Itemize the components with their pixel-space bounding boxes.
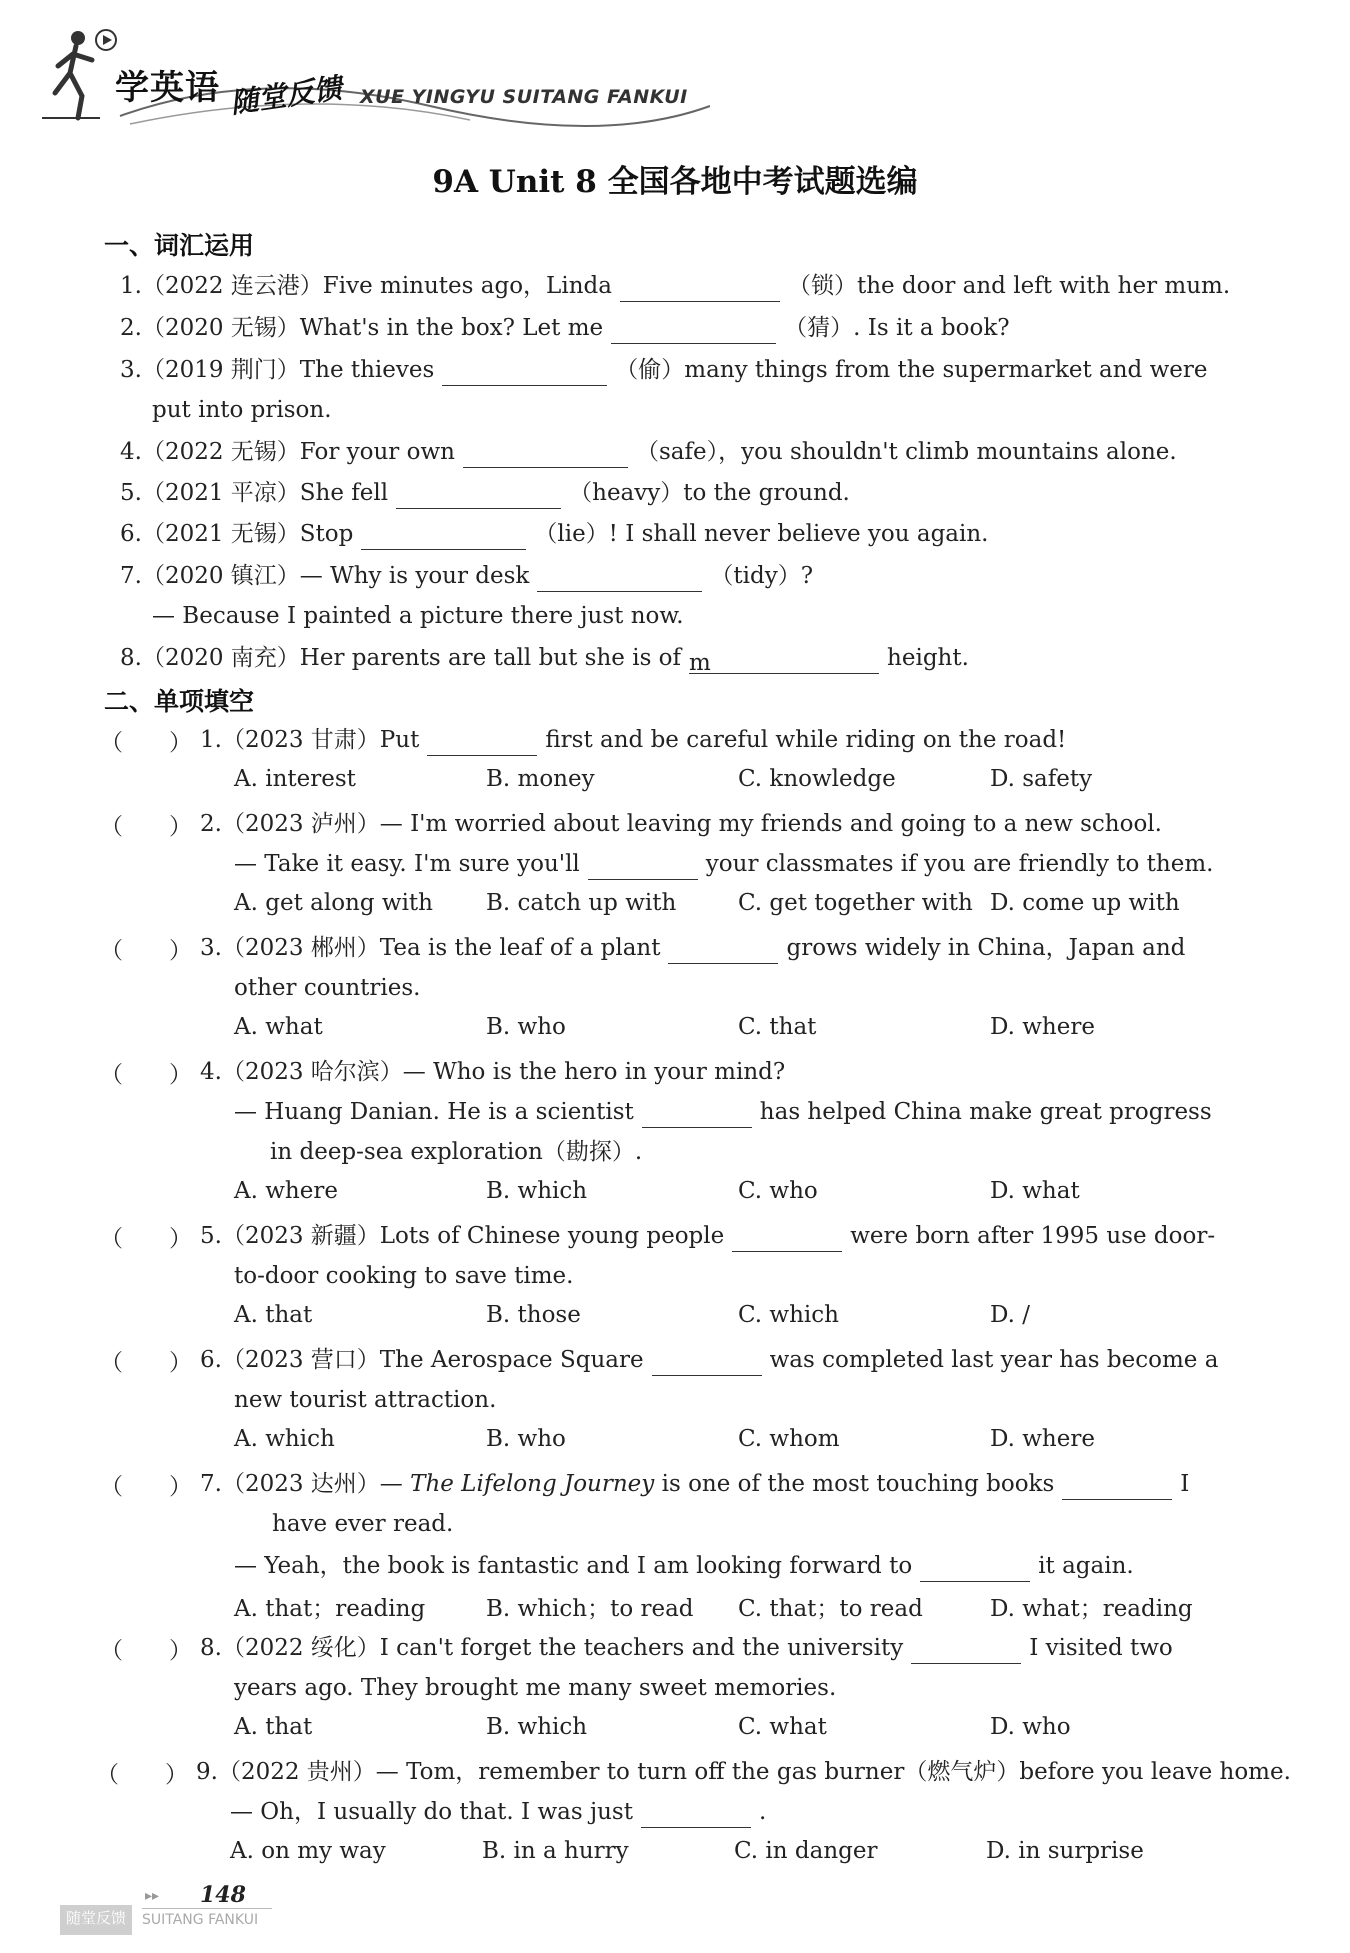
vocab-item-7-cont: — Because I painted a picture there just now. [152,603,684,629]
answer-paren[interactable]: （ ） [100,1226,192,1252]
option-c[interactable]: C. that [738,1014,817,1040]
option-b[interactable]: B. which [486,1178,588,1204]
option-b[interactable]: B. money [486,766,595,792]
answer-paren[interactable]: （ ） [100,1350,192,1376]
answer-blank [1062,1473,1172,1500]
option-d[interactable]: D. what [990,1178,1080,1204]
option-a[interactable]: A. which [234,1426,335,1452]
mc-question-7: 7.（2023 达州）— The Lifelong Journey is one of the most touching books I [200,1468,1189,1500]
vocab-item-7: 7.（2020 镇江）— Why is your desk （tidy）? [120,560,813,592]
vocab-item-3: 3.（2019 荆门）The thieves （偷）many things from the supermarket and were [120,354,1207,386]
mc-question-7-reply: — Yeah，the book is fantastic and I am looking forward to it again. [234,1550,1134,1582]
mc-question-2: 2.（2023 泸州）— I'm worried about leaving my friends and going to a new school. [200,811,1162,837]
mc-question-3: 3.（2023 郴州）Tea is the leaf of a plant grows widely in China，Japan and [200,932,1185,964]
brand-english: XUE YINGYU SUITANG FANKUI [360,86,688,108]
option-b[interactable]: B. those [486,1302,581,1328]
answer-blank [642,1101,752,1128]
option-c[interactable]: C. who [738,1178,818,1204]
option-a[interactable]: A. interest [234,766,356,792]
runner-logo-icon [40,18,120,128]
option-b[interactable]: B. catch up with [486,890,677,916]
answer-paren[interactable]: （ ） [100,730,192,756]
brand-title: 学英语 [115,68,220,108]
answer-blank [652,1349,762,1376]
answer-blank [732,1225,842,1252]
mc-question-4-cont: in deep-sea exploration（勘探）. [270,1139,643,1165]
answer-blank[interactable] [463,441,628,468]
option-a[interactable]: A. on my way [230,1838,386,1864]
option-a[interactable]: A. that；reading [234,1596,426,1622]
option-b[interactable]: B. who [486,1014,566,1040]
option-b[interactable]: B. in a hurry [482,1838,629,1864]
answer-blank[interactable] [361,523,526,550]
vocab-item-6: 6.（2021 无锡）Stop （lie）! I shall never believe you again. [120,518,989,550]
answer-blank [641,1801,751,1828]
mc-question-5: 5.（2023 新疆）Lots of Chinese young people were born after 1995 use door- [200,1220,1215,1252]
mc-question-6: 6.（2023 营口）The Aerospace Square was completed last year has become a [200,1344,1218,1376]
answer-paren[interactable]: （ ） [100,938,192,964]
answer-blank [588,853,698,880]
option-d[interactable]: D. safety [990,766,1093,792]
answer-blank[interactable] [396,482,561,509]
vocab-item-4: 4.（2022 无锡）For your own （safe），you shouldn't climb mountains alone. [120,436,1177,468]
mc-question-4-reply: — Huang Danian. He is a scientist has helped China make great progress [234,1096,1212,1128]
answer-blank [920,1555,1030,1582]
option-b[interactable]: B. which；to read [486,1596,694,1622]
answer-paren[interactable]: （ ） [100,1062,192,1088]
answer-blank[interactable]: m [689,647,879,674]
answer-paren[interactable]: （ ） [100,1474,192,1500]
section2-heading: 二、单项填空 [104,687,255,716]
answer-paren[interactable]: （ ） [100,814,192,840]
mc-question-6-cont: new tourist attraction. [234,1387,497,1413]
answer-paren[interactable]: （ ） [96,1762,188,1788]
mc-question-9: 9.（2022 贵州）— Tom，remember to turn off the gas burner（燃气炉）before you leave home. [196,1759,1291,1785]
double-arrow-icon: ▸▸ [145,1888,160,1904]
footer-tag: 随堂反馈 [60,1905,132,1935]
option-d[interactable]: D. who [990,1714,1071,1740]
mc-question-7-cont: have ever read. [272,1511,454,1537]
option-c[interactable]: C. in danger [734,1838,878,1864]
option-a[interactable]: A. that [234,1302,313,1328]
option-d[interactable]: D. come up with [990,890,1180,916]
section1-heading: 一、词汇运用 [104,231,255,260]
mc-question-3-cont: other countries. [234,975,421,1001]
footer-divider [142,1908,272,1909]
option-c[interactable]: C. knowledge [738,766,896,792]
option-c[interactable]: C. that；to read [738,1596,923,1622]
vocab-item-5: 5.（2021 平凉）She fell （heavy）to the ground. [120,477,850,509]
page-header [40,18,740,128]
answer-blank[interactable] [611,317,776,344]
page-number: 148 [200,1882,246,1908]
option-d[interactable]: D. where [990,1426,1095,1452]
option-c[interactable]: C. what [738,1714,827,1740]
option-b[interactable]: B. which [486,1714,588,1740]
answer-blank[interactable] [537,565,702,592]
option-d[interactable]: D. in surprise [986,1838,1144,1864]
brand-subtitle: 随堂反馈 [228,71,344,120]
option-d[interactable]: D. where [990,1014,1095,1040]
vocab-item-1: 1.（2022 连云港）Five minutes ago，Linda （锁）the door and left with her mum. [120,270,1230,302]
option-b[interactable]: B. who [486,1426,566,1452]
mc-question-9-reply: — Oh，I usually do that. I was just . [230,1796,766,1828]
mc-question-5-cont: to-door cooking to save time. [234,1263,574,1289]
footer-tag-english: SUITANG FANKUI [142,1912,259,1928]
answer-blank [911,1637,1021,1664]
mc-question-1: 1.（2023 甘肃）Put first and be careful while riding on the road! [200,724,1066,756]
page-title: 9A Unit 8 全国各地中考试题选编 [432,164,918,200]
answer-blank[interactable] [442,359,607,386]
option-a[interactable]: A. get along with [234,890,433,916]
option-a[interactable]: A. what [234,1014,323,1040]
mc-question-2-reply: — Take it easy. I'm sure you'll your classmates if you are friendly to them. [234,848,1213,880]
option-a[interactable]: A. that [234,1714,313,1740]
vocab-item-2: 2.（2020 无锡）What's in the box? Let me （猜）. Is it a book? [120,312,1010,344]
option-c[interactable]: C. which [738,1302,839,1328]
vocab-item-8: 8.（2020 南充）Her parents are tall but she is of m height. [120,645,969,676]
mc-question-8-cont: years ago. They brought me many sweet memories. [234,1675,837,1701]
option-c[interactable]: C. whom [738,1426,840,1452]
option-c[interactable]: C. get together with [738,890,973,916]
answer-blank[interactable] [620,275,780,302]
answer-blank [427,729,537,756]
option-d[interactable]: D. what；reading [990,1596,1193,1622]
mc-question-4: 4.（2023 哈尔滨）— Who is the hero in your mind? [200,1059,786,1085]
option-d[interactable]: D. / [990,1302,1030,1328]
mc-question-8: 8.（2022 绥化）I can't forget the teachers and the university I visited two [200,1632,1173,1664]
option-a[interactable]: A. where [234,1178,338,1204]
answer-blank [668,937,778,964]
answer-paren[interactable]: （ ） [100,1638,192,1664]
vocab-item-3-cont: put into prison. [152,397,332,423]
